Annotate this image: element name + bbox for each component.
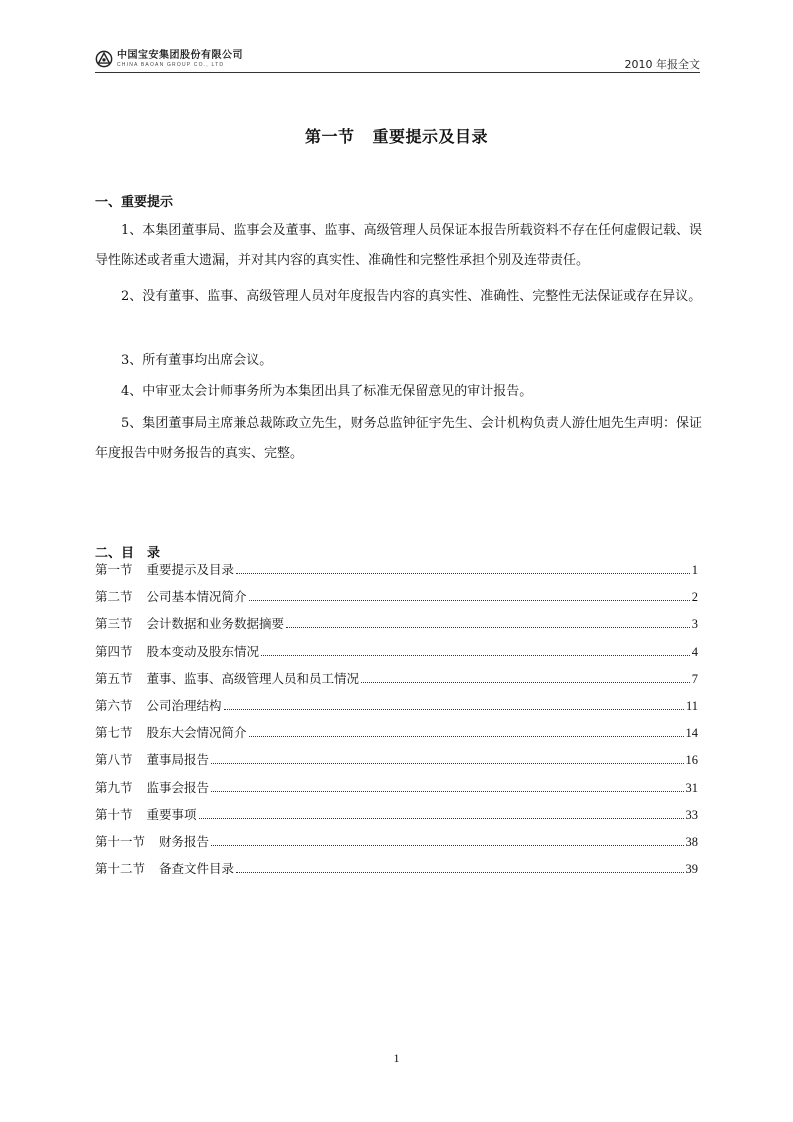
- toc-leader-dots: [224, 709, 684, 710]
- toc-leader-dots: [261, 655, 690, 656]
- toc-heading: 二、目 录: [95, 546, 161, 561]
- toc-section-number: 第十节: [95, 806, 133, 822]
- report-title-header: 2010 年报全文: [624, 58, 700, 71]
- toc-page-number: 11: [685, 698, 698, 713]
- toc-leader-dots: [361, 682, 690, 683]
- toc-entry[interactable]: [95, 750, 698, 777]
- company-logo: [95, 50, 243, 68]
- toc-entry[interactable]: [95, 805, 698, 832]
- toc-section-title: 会计数据和业务数据摘要: [146, 616, 285, 632]
- toc-section-title: 重要提示及目录: [146, 562, 235, 577]
- toc-leader-dots: [249, 736, 684, 737]
- toc-page-number: 2: [691, 590, 698, 605]
- toc-section-number: 第一节: [95, 562, 133, 577]
- company-logo-icon: [95, 50, 113, 68]
- toc-section-title: 公司基本情况简介: [146, 589, 247, 605]
- notice-paragraph: 2、没有董事、监事、高级管理人员对年度报告内容的真实性、准确性、完整性无法保证或存在异议。: [121, 289, 702, 304]
- page-header: [95, 50, 700, 73]
- toc-section-number: 第四节: [95, 643, 133, 659]
- toc-section-title: 股本变动及股东情况: [146, 643, 260, 659]
- toc-page-number: 4: [691, 644, 698, 659]
- toc-section-number: 第九节: [95, 779, 133, 795]
- toc-page-number: 7: [691, 671, 698, 686]
- toc-section-number: 第三节: [95, 616, 133, 632]
- logo-chinese-name: 中国宝安集团股份有限公司: [117, 49, 243, 61]
- toc-entry[interactable]: [95, 587, 698, 614]
- toc-section-number: 第六节: [95, 697, 133, 713]
- toc-section-number: 第二节: [95, 589, 133, 605]
- toc-leader-dots: [236, 573, 690, 574]
- toc-leader-dots: [211, 763, 683, 764]
- toc-section-number: 第十一节: [95, 833, 146, 849]
- toc-page-number: 39: [685, 862, 698, 877]
- toc-entry[interactable]: [95, 642, 698, 669]
- toc-section-number: 第八节: [95, 752, 133, 768]
- toc-page-number: 38: [685, 834, 698, 849]
- toc-leader-dots: [236, 872, 683, 873]
- toc-section-title: 股东大会情况简介: [146, 725, 247, 741]
- toc-section-number: 第五节: [95, 670, 133, 686]
- toc-page-number: 31: [685, 780, 698, 795]
- toc-entry[interactable]: [95, 859, 698, 886]
- toc-page-number: 3: [691, 617, 698, 632]
- toc-section-number: 第七节: [95, 725, 133, 741]
- toc-section-title: 公司治理结构: [146, 697, 222, 713]
- notice-paragraph: 1、本集团董事局、监事会及董事、监事、高级管理人员保证本报告所载资料不存在任何虚假记载、误导性陈述或者重大遗漏，并对其内容的真实性、准确性和完整性承担个别及连带责任。: [95, 223, 702, 268]
- section-number: 第一节: [304, 127, 355, 146]
- toc-leader-dots: [249, 600, 690, 601]
- toc-page-number: 14: [685, 726, 698, 741]
- toc-page-number: 33: [685, 807, 698, 822]
- table-of-contents: [95, 560, 698, 886]
- notice-paragraph: 5、集团董事局主席兼总裁陈政立先生，财务总监钟征宇先生、会计机构负责人游仕旭先生声明：保证年度报告中财务报告的真实、完整。: [95, 416, 702, 461]
- toc-section-title: 重要事项: [146, 806, 197, 822]
- toc-entry[interactable]: [95, 560, 698, 587]
- toc-entry[interactable]: [95, 723, 698, 750]
- toc-leader-dots: [199, 818, 684, 819]
- toc-section-title: 董事局报告: [146, 752, 210, 768]
- toc-leader-dots: [211, 791, 683, 792]
- toc-section-title: 监事会报告: [146, 779, 210, 795]
- toc-page-number: 1: [691, 563, 698, 577]
- toc-entry[interactable]: [95, 778, 698, 805]
- page-title: [0, 124, 793, 147]
- notice-paragraph: 4、中审亚太会计师事务所为本集团出具了标准无保留意见的审计报告。: [121, 384, 533, 399]
- toc-section-title: 董事、监事、高级管理人员和员工情况: [146, 670, 360, 686]
- section-name: 重要提示及目录: [372, 127, 489, 146]
- toc-section-title: 备查文件目录: [159, 861, 235, 877]
- toc-leader-dots: [211, 845, 683, 846]
- toc-entry[interactable]: [95, 614, 698, 641]
- important-notice-heading: 一、重要提示: [95, 195, 174, 210]
- toc-entry[interactable]: [95, 832, 698, 859]
- page-number: 1: [393, 1051, 400, 1065]
- toc-section-title: 财务报告: [159, 833, 210, 849]
- notice-paragraph: 3、所有董事均出席会议。: [121, 353, 273, 368]
- toc-section-number: 第十二节: [95, 861, 146, 877]
- toc-entry[interactable]: [95, 696, 698, 723]
- toc-leader-dots: [286, 627, 690, 628]
- toc-entry[interactable]: [95, 669, 698, 696]
- toc-page-number: 16: [685, 753, 698, 768]
- logo-english-name: CHINA BAOAN GROUP CO., LTD: [117, 61, 225, 68]
